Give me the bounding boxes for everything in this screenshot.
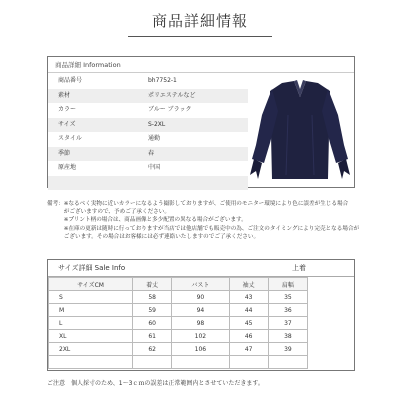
footer-note: ご注意 個人採寸のため、1～3ｃｍの誤差は正常範囲内とさせていただきます。 [47,380,264,387]
value-cell: 59 [133,304,172,317]
size-cell: L [49,317,133,330]
value-cell: 62 [133,343,172,356]
product-info-panel [47,56,355,188]
info-row [48,89,248,104]
value-cell: 38 [268,330,307,343]
info-row [48,103,248,118]
note-line: 備考：※なるべく実物に近いカラーになるよう撮影しておりますが、ご使用のモニター環境により色に誤差が生じる場合 [47,201,349,207]
info-value: ポリエステルなど [148,91,196,99]
value-cell: 39 [268,343,307,356]
size-header [48,260,354,277]
size-cell: XL [49,330,133,343]
value-cell: 94 [172,304,229,317]
info-row [48,74,248,89]
note-line: がございますので、予めご了承ください。 [47,209,170,216]
note-line: ※在庫の更新は随時に行っておりますが当店では他店舗でも販売中の為、ご注文のタイミングにより完売となる場合が [47,225,360,232]
right-sleeve-tie [338,159,350,179]
info-value: 春 [148,149,155,157]
info-row [48,161,248,176]
value-cell: 37 [268,317,307,330]
table-row [49,317,308,330]
size-cell: S [49,291,133,304]
info-label: カラー [58,106,77,113]
note-line: ※プリント柄の場合は、商品画像と多少配置の異なる場合がございます。 [47,217,247,224]
page-title: 商品詳細情報 [151,12,248,30]
value-cell: 58 [133,291,172,304]
col-header: バスト [172,278,229,291]
blouse-photo [248,75,352,185]
value-cell: 98 [172,317,229,330]
info-value: ブルー ブラック [148,106,192,113]
value-cell: 46 [229,330,268,343]
value-cell [172,356,229,369]
table-row [49,304,308,317]
value-cell: 43 [229,291,268,304]
size-cell [49,356,133,369]
value-cell [268,356,307,369]
info-value: 通勤 [148,135,161,142]
info-value: bh7752-1 [148,77,177,84]
note-line: ございます。その場合はお客様には必ず連絡いたしますのでご了承ください。 [47,233,260,240]
info-rows [48,74,248,190]
col-header: 袖丈 [229,278,268,291]
col-header: 肩幅 [268,278,307,291]
value-cell: 45 [229,317,268,330]
info-label: サイズ [58,120,76,128]
value-cell: 106 [172,343,229,356]
table-row [49,330,308,343]
info-label: スタイル [58,135,82,142]
value-cell: 47 [229,343,268,356]
table-row [49,356,308,369]
value-cell [133,356,172,369]
col-header: 着丈 [133,278,172,291]
info-label: 原産地 [58,164,77,171]
value-cell: 35 [268,291,307,304]
title-underline [128,36,272,37]
size-title: サイズ詳細 Sale Info [58,264,126,272]
info-label: 季節 [58,149,71,157]
info-row [48,132,248,147]
table-row [49,291,308,304]
value-cell: 102 [172,330,229,343]
value-cell: 90 [172,291,229,304]
info-row [48,118,248,133]
value-cell: 36 [268,304,307,317]
info-value: 中国 [148,164,161,171]
value-cell: 61 [133,330,172,343]
size-info-panel [47,259,355,371]
size-category: 上着 [292,264,306,272]
info-header: 商品詳細 Information [48,57,354,73]
value-cell [229,356,268,369]
size-cell: 2XL [49,343,133,356]
info-row [48,147,248,162]
left-sleeve-tie [250,159,262,179]
col-header: サイズCM [49,278,133,291]
size-table [48,277,308,369]
info-row [48,176,248,191]
size-table-header [49,278,308,291]
size-cell: M [49,304,133,317]
info-label: 素材 [58,91,71,99]
table-row [49,343,308,356]
info-value: S-2XL [148,120,166,128]
info-label: 商品番号 [58,77,83,84]
value-cell: 44 [229,304,268,317]
value-cell: 60 [133,317,172,330]
notes [47,200,360,241]
